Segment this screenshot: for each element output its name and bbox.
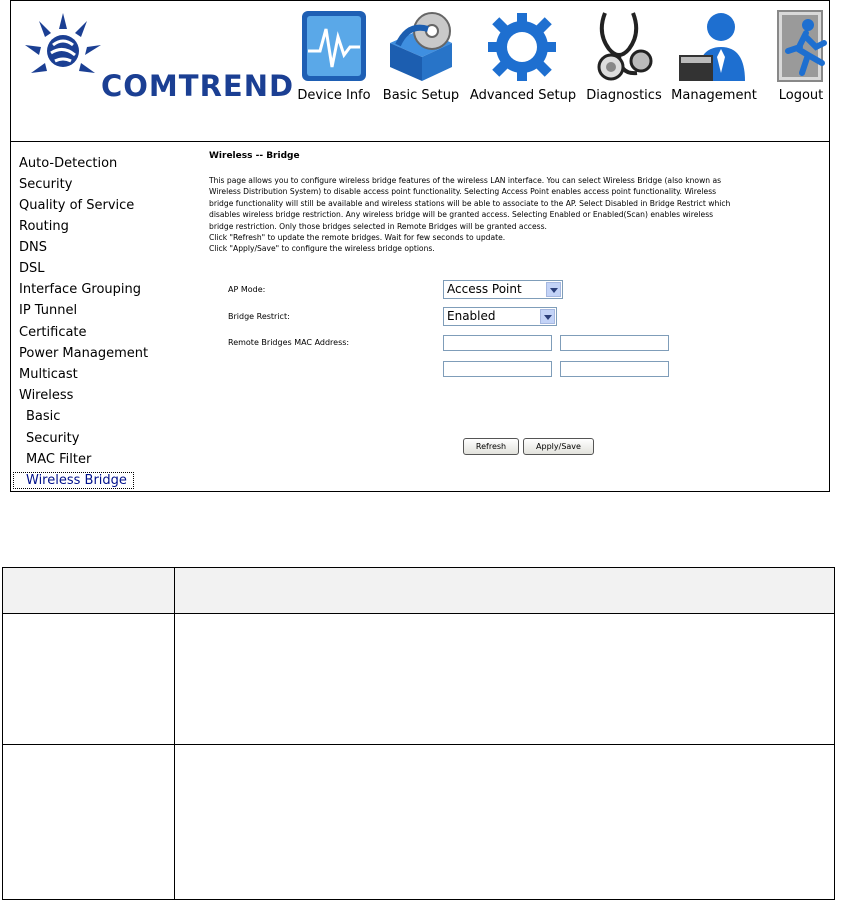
bridge-restrict-value: Enabled — [447, 309, 496, 323]
remote-mac-label: Remote Bridges MAC Address: — [228, 338, 350, 347]
ap-mode-select[interactable] — [443, 280, 563, 299]
description-line: bridge restriction. Only those bridges selected in Remote Bridges will be granted access. — [209, 221, 547, 231]
nav-device-info-label: Device Info — [297, 88, 371, 103]
remote-mac-field-3[interactable] — [443, 361, 552, 377]
logout-icon — [772, 7, 830, 85]
remote-mac-field-2[interactable] — [560, 335, 669, 351]
bridge-restrict-label: Bridge Restrict: — [228, 312, 290, 321]
document-table — [2, 567, 835, 900]
sidebar-item-security[interactable]: Security — [19, 177, 73, 192]
nav-management[interactable] — [669, 7, 759, 103]
diagnostics-icon — [591, 7, 657, 85]
table-row-1-cell-2 — [175, 614, 834, 744]
comtrend-sun-icon — [23, 11, 103, 91]
nav-basic-setup[interactable] — [379, 7, 463, 103]
refresh-button[interactable]: Refresh — [463, 438, 519, 455]
description-line: bridge functionality will still be available and wireless stations will be able to associate to the AP. Select Disabled in Bridge Restrict which — [209, 198, 731, 208]
nav-advanced-setup[interactable] — [468, 7, 578, 103]
sidebar — [11, 142, 177, 491]
sidebar-subitem-security[interactable]: Security — [26, 431, 80, 446]
apply-save-button[interactable]: Apply/Save — [523, 438, 594, 455]
router-ui-screenshot — [10, 0, 830, 492]
page-description — [209, 175, 819, 255]
nav-logout-label: Logout — [778, 88, 824, 103]
sidebar-item-ip-tunnel[interactable]: IP Tunnel — [19, 303, 78, 318]
sidebar-item-interface-grouping[interactable]: Interface Grouping — [19, 282, 142, 297]
nav-logout[interactable] — [771, 7, 831, 103]
brand-name: COMTREND — [101, 69, 295, 103]
page-title: Wireless -- Bridge — [209, 151, 300, 161]
ap-mode-value: Access Point — [447, 282, 522, 296]
table-row-2-cell-1 — [3, 745, 174, 899]
advanced-setup-icon — [486, 7, 560, 85]
sidebar-item-certificate[interactable]: Certificate — [19, 325, 87, 340]
description-line: Click "Apply/Save" to configure the wireless bridge options. — [209, 244, 435, 254]
chevron-down-icon — [546, 282, 561, 297]
remote-mac-field-4[interactable] — [560, 361, 669, 377]
description-line: This page allows you to configure wireless bridge features of the wireless LAN interface. You can select Wireless Bridge (also known as — [209, 176, 722, 185]
remote-mac-field-1[interactable] — [443, 335, 552, 351]
sidebar-item-routing[interactable]: Routing — [19, 219, 69, 234]
brand-logo — [23, 11, 293, 101]
sidebar-item-dns[interactable]: DNS — [19, 240, 47, 255]
sidebar-subitem-mac-filter[interactable]: MAC Filter — [26, 452, 92, 467]
nav-diagnostics[interactable] — [583, 7, 665, 103]
nav-diagnostics-label: Diagnostics — [586, 88, 662, 103]
sidebar-item-dsl[interactable]: DSL — [19, 261, 45, 276]
device-info-icon — [300, 7, 368, 85]
sidebar-subitem-basic[interactable]: Basic — [26, 409, 61, 424]
sidebar-item-wireless[interactable]: Wireless — [19, 388, 74, 403]
chevron-down-icon — [540, 309, 555, 324]
sidebar-item-auto-detection[interactable]: Auto-Detection — [19, 156, 118, 171]
nav-advanced-setup-label: Advanced Setup — [469, 88, 577, 103]
bridge-restrict-select[interactable] — [443, 307, 557, 326]
management-icon — [677, 7, 751, 85]
sidebar-item-quality-of-service[interactable]: Quality of Service — [19, 198, 135, 213]
nav-management-label: Management — [671, 88, 757, 103]
table-row-1-cell-1 — [3, 614, 174, 744]
sidebar-item-power-management[interactable]: Power Management — [19, 346, 149, 361]
header-bar — [11, 1, 829, 142]
description-line: disables wireless bridge restriction. Any wireless bridge will be granted access. Selecting Enabled or Enabled(Scan) enables wireless — [209, 210, 714, 220]
table-header-row — [3, 568, 834, 614]
sidebar-subitem-wireless-bridge[interactable]: Wireless Bridge — [13, 472, 134, 489]
table-row-2-cell-2 — [175, 745, 834, 899]
nav-device-info[interactable] — [294, 7, 374, 103]
main-content — [177, 142, 829, 491]
sidebar-item-multicast[interactable]: Multicast — [19, 367, 78, 382]
description-line: Click "Refresh" to update the remote bridges. Wait for few seconds to update. — [209, 233, 506, 243]
basic-setup-icon — [384, 7, 458, 85]
ap-mode-label: AP Mode: — [228, 285, 266, 294]
nav-basic-setup-label: Basic Setup — [382, 88, 460, 103]
description-line: Wireless Distribution System) to disable access point functionality. Selecting Access Point enables access point functionality. Wireless — [209, 187, 717, 197]
